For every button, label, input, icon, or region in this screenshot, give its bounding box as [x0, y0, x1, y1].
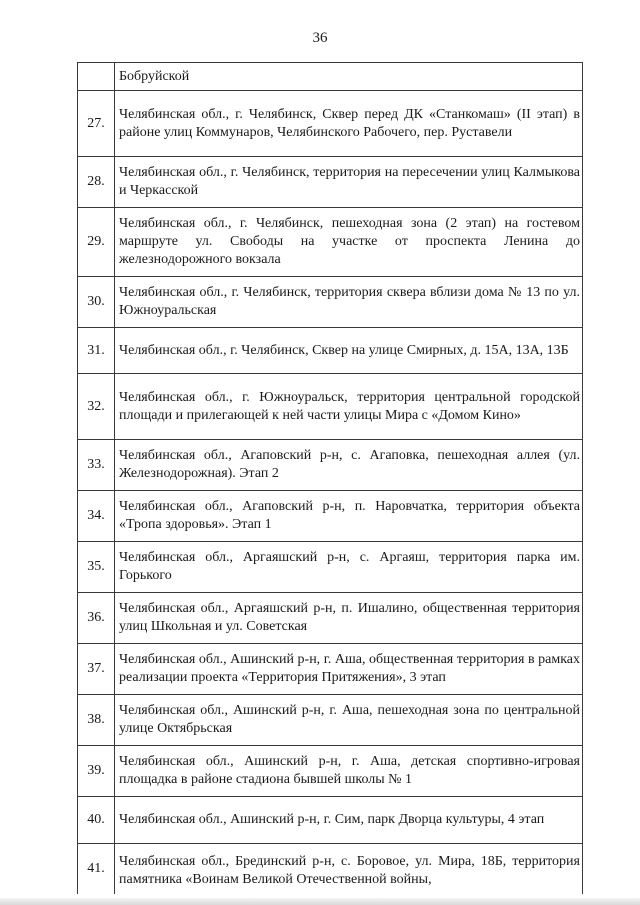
- table-row: [78, 542, 583, 593]
- row-number: [78, 63, 115, 91]
- row-description: Челябинская обл., г. Челябинск, территория на пересечении улиц Калмыкова и Черкасской: [115, 157, 583, 208]
- table-row: [78, 63, 583, 91]
- table-row: [78, 91, 583, 157]
- table-row: [78, 844, 583, 894]
- table-row: [78, 797, 583, 844]
- row-description: Челябинская обл., Брединский р-н, с. Боровое, ул. Мира, 18Б, территория памятника «Воинам Великой Отечественной войны,: [115, 844, 583, 894]
- row-description: Челябинская обл., г. Челябинск, территория сквера вблизи дома № 13 по ул. Южноуральская: [115, 277, 583, 328]
- table-row: [78, 746, 583, 797]
- page-number: 36: [312, 30, 328, 46]
- table-row: [78, 644, 583, 695]
- table-row: [78, 208, 583, 277]
- table-row: [78, 328, 583, 374]
- row-description: Челябинская обл., Аргаяшский р-н, с. Аргаяш, территория парка им. Горького: [115, 542, 583, 593]
- row-description: Челябинская обл., г. Южноуральск, территория центральной городской площади и прилегающей к ней части улицы Мира с «Домом Кино»: [115, 374, 583, 440]
- row-description: Челябинская обл., Ашинский р-н, г. Аша, детская спортивно-игровая площадка в районе стадиона бывшей школы № 1: [115, 746, 583, 797]
- territory-table: [77, 62, 583, 894]
- table-row: [78, 157, 583, 208]
- row-description: Челябинская обл., Аргаяшский р-н, п. Ишалино, общественная территория улиц Школьная и ул. Советская: [115, 593, 583, 644]
- row-number: 40.: [78, 797, 115, 844]
- row-number: 29.: [78, 208, 115, 277]
- row-description: Челябинская обл., г. Челябинск, пешеходная зона (2 этап) на гостевом маршруте ул. Свободы на участке от проспекта Ленина до железнодорожного вокзала: [115, 208, 583, 277]
- row-number: 36.: [78, 593, 115, 644]
- row-description: Челябинская обл., Агаповский р-н, п. Наровчатка, территория объекта «Тропа здоровья». Этап 1: [115, 491, 583, 542]
- row-description: Бобруйской: [115, 63, 583, 91]
- row-number: 39.: [78, 746, 115, 797]
- table-row: [78, 593, 583, 644]
- row-description: Челябинская обл., г. Челябинск, Сквер перед ДК «Станкомаш» (II этап) в районе улиц Коммунаров, Челябинского Рабочего, пер. Руставели: [115, 91, 583, 157]
- table-row: [78, 374, 583, 440]
- table-row: [78, 277, 583, 328]
- row-description: Челябинская обл., Агаповский р-н, с. Агаповка, пешеходная аллея (ул. Железнодорожная). Этап 2: [115, 440, 583, 491]
- row-description: Челябинская обл., г. Челябинск, Сквер на улице Смирных, д. 15А, 13А, 13Б: [115, 328, 583, 374]
- row-number: 31.: [78, 328, 115, 374]
- row-number: 28.: [78, 157, 115, 208]
- table-row: [78, 491, 583, 542]
- table-row: [78, 695, 583, 746]
- row-number: 33.: [78, 440, 115, 491]
- row-number: 35.: [78, 542, 115, 593]
- page-bottom-edge: [0, 898, 640, 905]
- row-description: Челябинская обл., Ашинский р-н, г. Сим, парк Дворца культуры, 4 этап: [115, 797, 583, 844]
- row-number: 32.: [78, 374, 115, 440]
- row-description: Челябинская обл., Ашинский р-н, г. Аша, пешеходная зона по центральной улице Октябрьская: [115, 695, 583, 746]
- row-number: 30.: [78, 277, 115, 328]
- row-number: 37.: [78, 644, 115, 695]
- row-number: 41.: [78, 844, 115, 894]
- table-row: [78, 440, 583, 491]
- row-description: Челябинская обл., Ашинский р-н, г. Аша, общественная территория в рамках реализации проекта «Территория Притяжения», 3 этап: [115, 644, 583, 695]
- row-number: 34.: [78, 491, 115, 542]
- row-number: 38.: [78, 695, 115, 746]
- row-number: 27.: [78, 91, 115, 157]
